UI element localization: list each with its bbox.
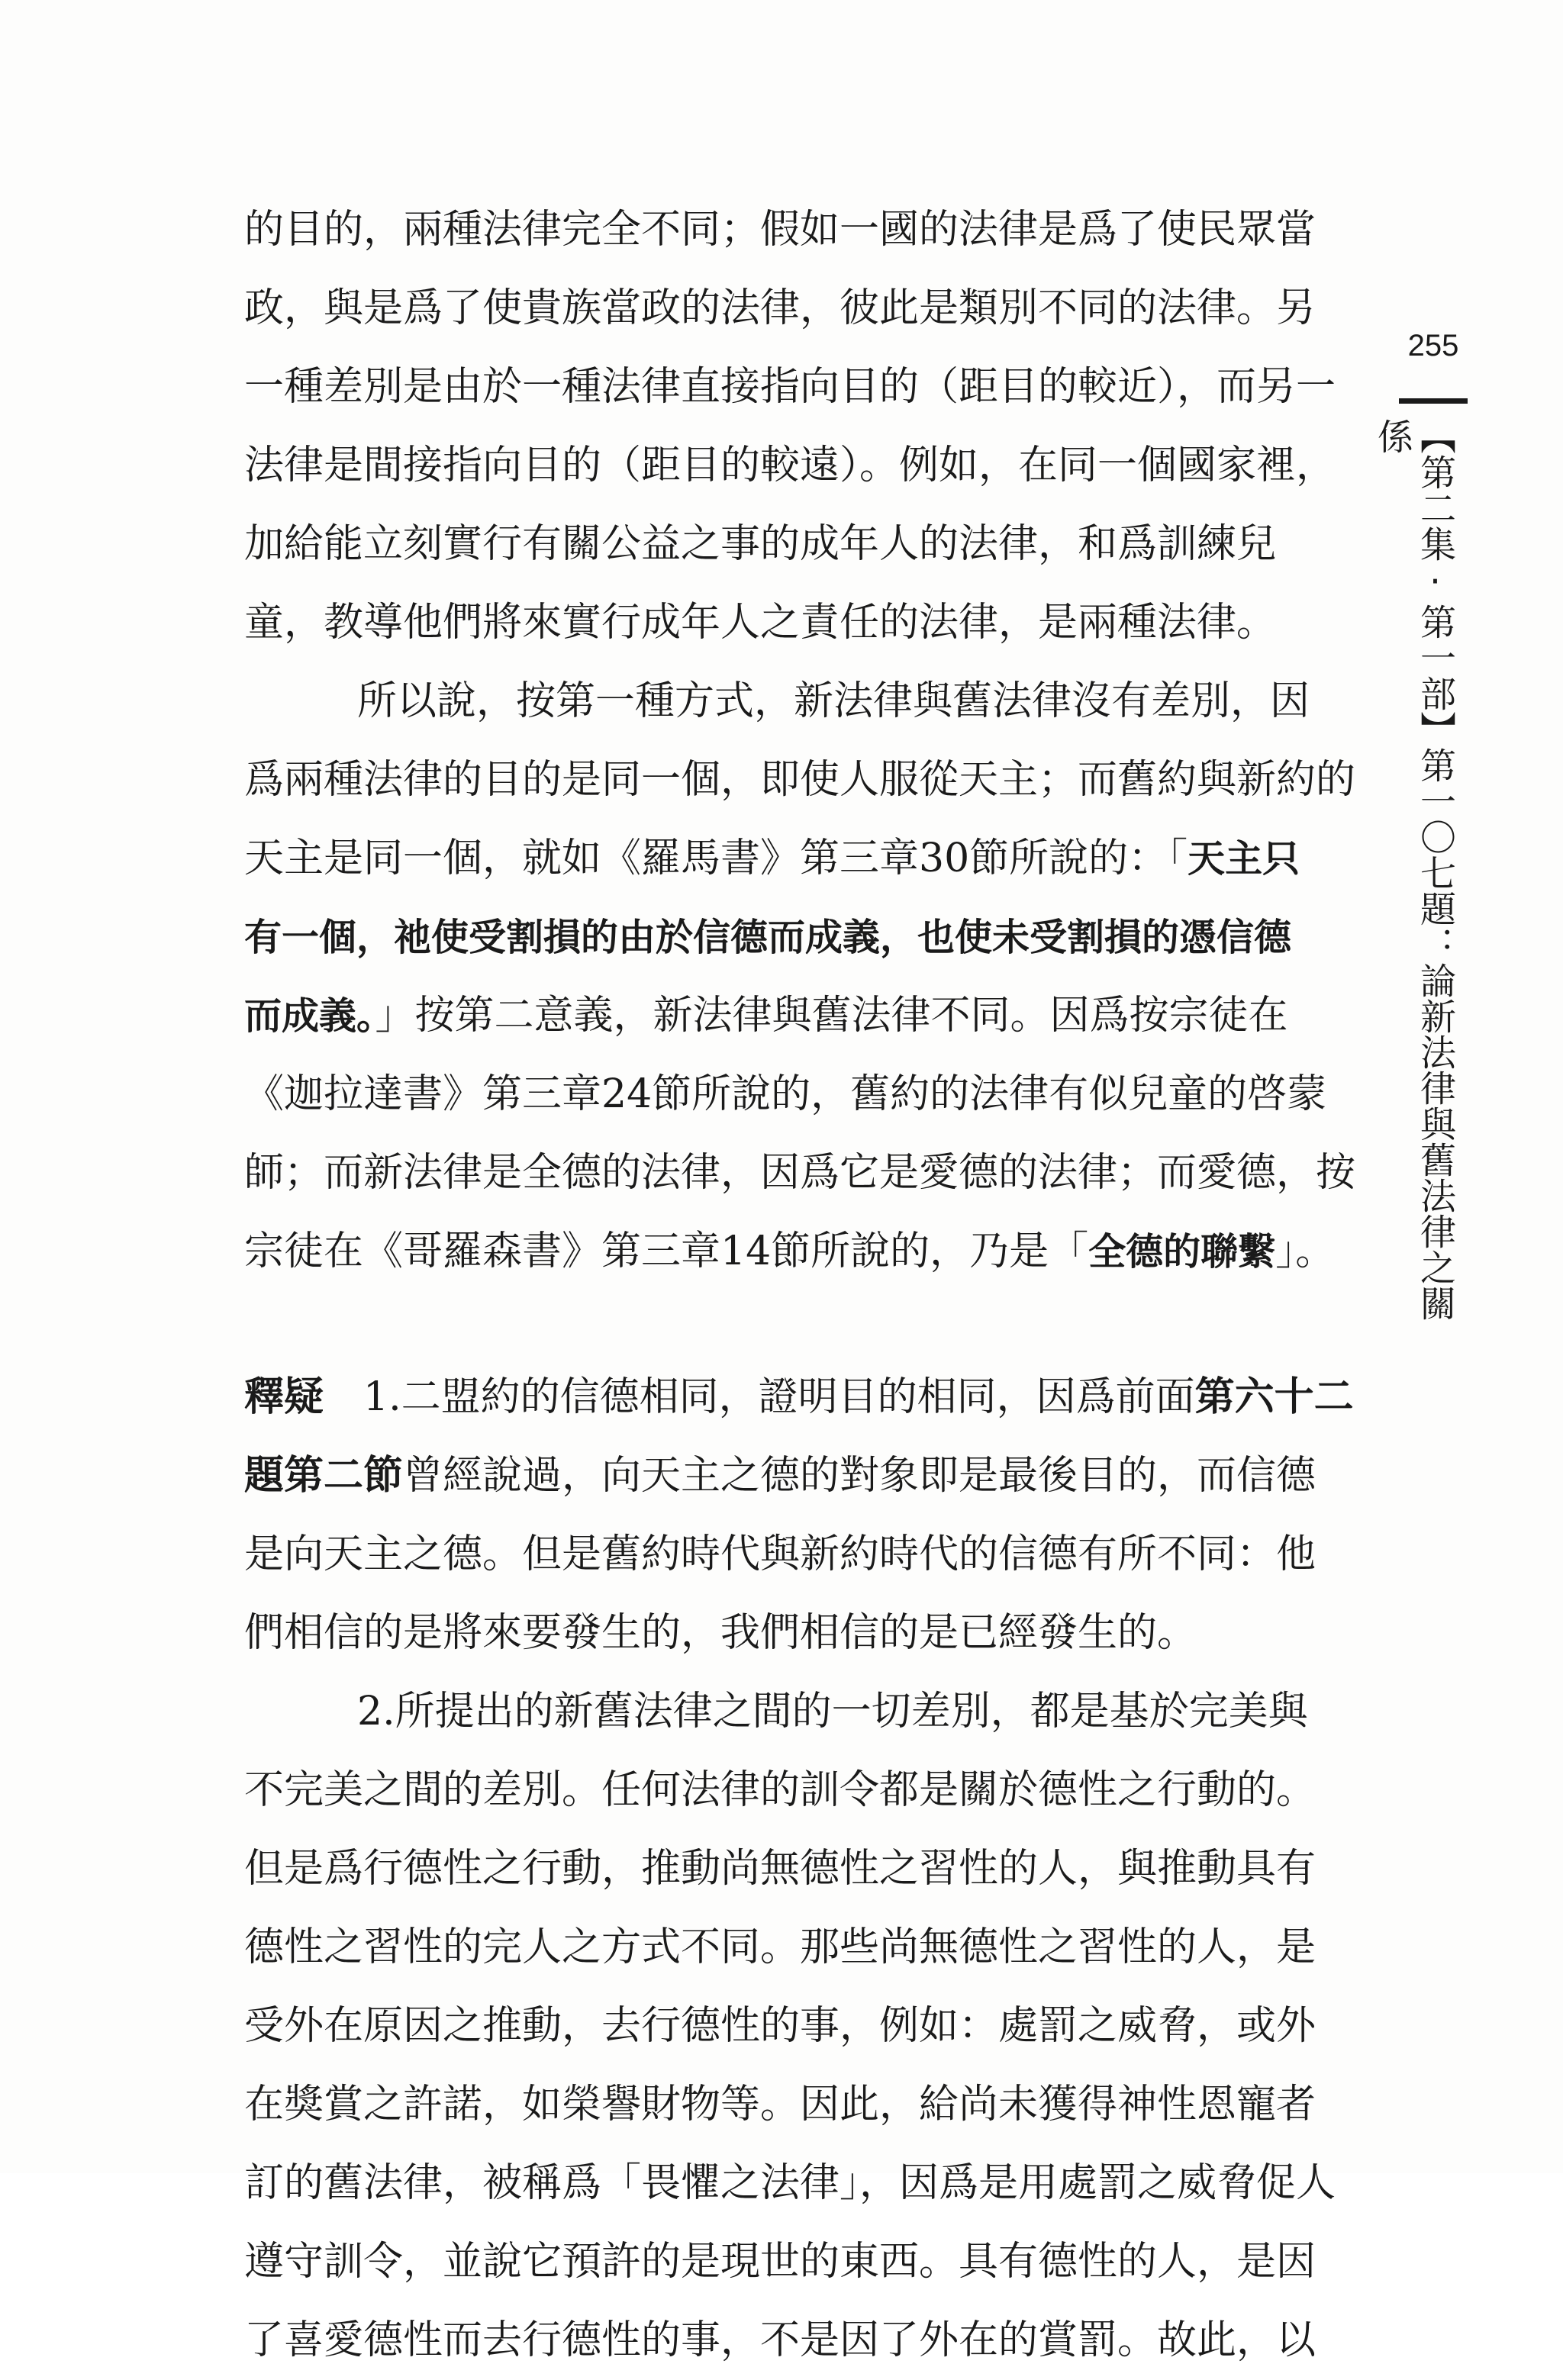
- header-rule: [1399, 398, 1468, 404]
- text-line: 所以說，按第一種方式，新法律與舊法律沒有差別，因: [357, 678, 1310, 724]
- text-span: 天主是同一個，就如《羅馬書》第三章30節所說的：「: [244, 836, 1188, 881]
- cross-reference: 題第二節: [244, 1453, 404, 1499]
- text-line: 《迦拉達書》第三章24節所說的，舊約的法律有似兒童的啓蒙: [244, 1071, 1327, 1117]
- text-span: 宗徒在《哥羅森書》第三章14節所說的，乃是「: [244, 1229, 1089, 1274]
- text-line: 不完美之間的差別。任何法律的訓令都是關於德性之行動的。: [244, 1767, 1316, 1813]
- scripture-quote: 天主只: [1188, 837, 1300, 881]
- text-line: 爲兩種法律的目的是同一個，即使人服從天主；而舊約與新約的: [244, 757, 1356, 803]
- text-line: 師；而新法律是全德的法律，因爲它是愛德的法律；而愛德，按: [244, 1150, 1356, 1196]
- scripture-quote: 有一個，祂使受割損的由於信德而成義，也使未受割損的憑信德: [244, 916, 1292, 959]
- text-line: 2.所提出的新舊法律之間的一切差別，都是基於完美與: [357, 1689, 1308, 1734]
- running-header: 【第二集‧第一部】第一〇七題：論新法律與舊法律之關係: [1371, 418, 1456, 1321]
- text-line: 受外在原因之推動，去行德性的事，例如：處罰之威脅，或外: [244, 2003, 1316, 2049]
- text-line: [244, 1437, 1343, 1515]
- text-line: [244, 977, 1343, 1055]
- text-line: [244, 1358, 1354, 1437]
- page-number: 255: [1407, 329, 1459, 362]
- text-line: 但是爲行德性之行動，推動尚無德性之習性的人，與推動具有: [244, 1846, 1316, 1892]
- text-span: 」按第二意義，新法律與舊法律不同。因爲按宗徒在: [375, 993, 1288, 1039]
- reply-label: 釋疑: [244, 1374, 324, 1420]
- text-span: 1.二盟約的信德相同，證明目的相同，因爲前面: [324, 1374, 1195, 1420]
- text-line: 是向天主之德。但是舊約時代與新約時代的信德有所不同：他: [244, 1531, 1316, 1577]
- text-span: 」。: [1275, 1229, 1336, 1274]
- body-text: [244, 191, 1356, 2380]
- paragraph-gap: [244, 1291, 1343, 1358]
- text-line: 們相信的是將來要發生的，我們相信的是已經發生的。: [244, 1610, 1197, 1656]
- text-line: 童，教導他們將來實行成年人之責任的法律，是兩種法律。: [244, 600, 1277, 646]
- text-line: [244, 1213, 1343, 1291]
- text-span: 曾經說過，向天主之德的對象即是最後目的，而信德: [403, 1453, 1316, 1499]
- scripture-quote: 而成義。: [244, 994, 375, 1038]
- text-line: 遵守訓令，並說它預許的是現世的東西。具有德性的人，是因: [244, 2239, 1316, 2285]
- text-line: [244, 820, 1343, 898]
- text-line: 加給能立刻實行有關公益之事的成年人的法律，和爲訓練兒: [244, 521, 1277, 567]
- text-line: 了喜愛德性而去行德性的事，不是因了外在的賞罰。故此，以: [244, 2317, 1316, 2363]
- text-line: 的目的，兩種法律完全不同；假如一國的法律是爲了使民眾當: [244, 207, 1316, 253]
- text-line: 在獎賞之許諾，如榮譽財物等。因此，給尚未獲得神性恩寵者: [244, 2082, 1316, 2127]
- text-line: 政，與是爲了使貴族當政的法律，彼此是類別不同的法律。另: [244, 285, 1316, 331]
- scripture-quote: 全德的聯繫: [1088, 1230, 1276, 1274]
- cross-reference: 第六十二: [1194, 1374, 1354, 1420]
- text-line: 訂的舊法律，被稱爲「畏懼之法律」，因爲是用處罰之威脅促人: [244, 2160, 1336, 2206]
- text-line: 德性之習性的完人之方式不同。那些尚無德性之習性的人，是: [244, 1924, 1316, 1970]
- text-line: 法律是間接指向目的（距目的較遠）。例如，在同一個國家裡，: [244, 443, 1336, 488]
- text-line: 一種差別是由於一種法律直接指向目的（距目的較近），而另一: [244, 364, 1336, 410]
